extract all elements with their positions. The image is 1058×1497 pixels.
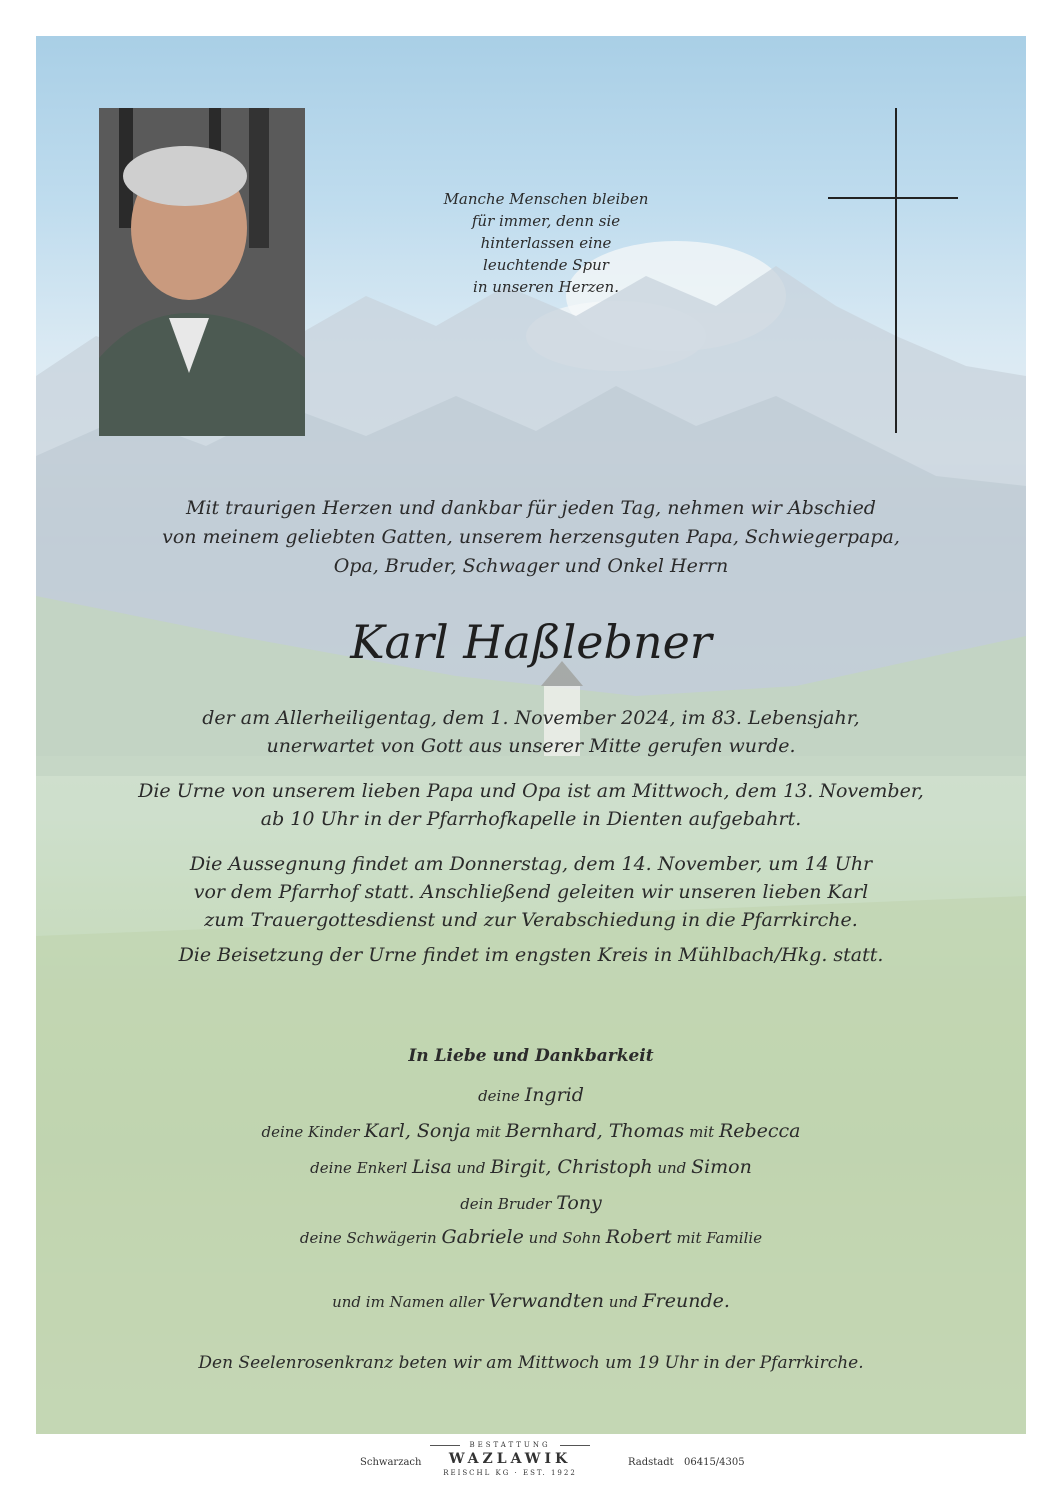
intro-line: Mit traurigen Herzen und dankbar für jeden Tag, nehmen wir Abschied: [186, 497, 876, 519]
urn-viewing-info: [66, 777, 996, 833]
relation-label: deine Enkerl: [310, 1159, 408, 1177]
logo-bottom-text: REISCHL KG · EST. 1922: [443, 1469, 577, 1477]
rosary-info: Den Seelenrosenkranz beten wir am Mittwoch um 19 Uhr in der Pfarrkirche.: [198, 1353, 864, 1373]
memorial-quote: [406, 188, 686, 298]
relative-name: Simon: [691, 1156, 752, 1178]
phone-number: 06415/4305: [684, 1457, 745, 1468]
relative-name: Verwandten: [488, 1290, 604, 1312]
relative-name: Birgit, Christoph: [490, 1156, 653, 1178]
connector-word: und: [608, 1293, 638, 1311]
intro-line: von meinem geliebten Gatten, unserem herzensguten Papa, Schwiegerpapa,: [162, 526, 900, 548]
intro-text: [76, 494, 986, 581]
connector-word: mit: [689, 1123, 715, 1141]
logo-main-text: WAZLAWIK: [448, 1451, 572, 1467]
relation-label: und im Namen aller: [332, 1293, 484, 1311]
signature-sister-in-law: [76, 1219, 986, 1256]
relative-name: Bernhard, Thomas: [505, 1120, 685, 1142]
quote-line: hinterlassen eine: [480, 234, 612, 252]
connector-word: und: [657, 1159, 687, 1177]
quote-line: Manche Menschen bleiben: [443, 190, 649, 208]
relation-label: deine Schwägerin: [299, 1229, 437, 1247]
relative-name: Rebecca: [718, 1120, 801, 1142]
signature-grandchildren: [76, 1149, 986, 1186]
text-line: unerwartet von Gott aus unserer Mitte gerufen wurde.: [266, 735, 796, 757]
text-line: Die Beisetzung der Urne findet im engsten Kreis in Mühlbach/Hkg. statt.: [178, 944, 884, 966]
connector-word: mit: [475, 1123, 501, 1141]
relation-label: dein Bruder: [460, 1195, 552, 1213]
text-line: vor dem Pfarrhof statt. Anschließend geleiten wir unseren lieben Karl: [193, 881, 869, 903]
quote-line: für immer, denn sie: [471, 212, 621, 230]
cross-symbol: [828, 108, 958, 433]
relation-label: deine Kinder: [261, 1123, 360, 1141]
funeral-home-logo: [430, 1440, 590, 1480]
signature-all-relatives: [76, 1283, 986, 1320]
connector-word: und Sohn: [528, 1229, 601, 1247]
relative-name: Robert: [605, 1226, 672, 1248]
text-line: Die Aussegnung findet am Donnerstag, dem 14. November, um 14 Uhr: [189, 853, 873, 875]
quote-line: in unseren Herzen.: [473, 278, 619, 296]
signature-brother: [76, 1185, 986, 1222]
location-left: Schwarzach: [360, 1457, 422, 1468]
connector-word: und: [456, 1159, 486, 1177]
connector-word: mit Familie: [676, 1229, 763, 1247]
signature-children: [76, 1113, 986, 1150]
relative-name: Tony: [556, 1192, 602, 1214]
logo-top-text: BESTATTUNG: [469, 1441, 551, 1449]
deceased-name: Karl Haßlebner: [350, 615, 712, 669]
blessing-info: [66, 850, 996, 934]
quote-line: leuchtende Spur: [483, 256, 609, 274]
text-line: ab 10 Uhr in der Pfarrhofkapelle in Dienten aufgebahrt.: [260, 808, 802, 830]
location-right: Radstadt: [628, 1457, 674, 1468]
relative-name: Gabriele: [441, 1226, 524, 1248]
text-line: der am Allerheiligentag, dem 1. November 2024, im 83. Lebensjahr,: [202, 707, 860, 729]
relative-name: Lisa: [412, 1156, 452, 1178]
relation-label: deine: [478, 1087, 520, 1105]
signature-wife: [76, 1077, 986, 1114]
relative-name: Ingrid: [524, 1084, 584, 1106]
relative-name: Freunde.: [642, 1290, 730, 1312]
relative-name: Karl, Sonja: [364, 1120, 471, 1142]
funeral-home-footer: [0, 1440, 1058, 1480]
intro-line: Opa, Bruder, Schwager und Onkel Herrn: [333, 555, 729, 577]
deceased-portrait: [99, 108, 305, 436]
text-line: zum Trauergottesdienst und zur Verabschiedung in die Pfarrkirche.: [204, 909, 858, 931]
burial-info: [66, 941, 996, 969]
signature-title: In Liebe und Dankbarkeit: [408, 1046, 654, 1066]
obituary-card: [36, 36, 1026, 1434]
death-announcement: [66, 704, 996, 760]
text-line: Die Urne von unserem lieben Papa und Opa ist am Mittwoch, dem 13. November,: [138, 780, 924, 802]
